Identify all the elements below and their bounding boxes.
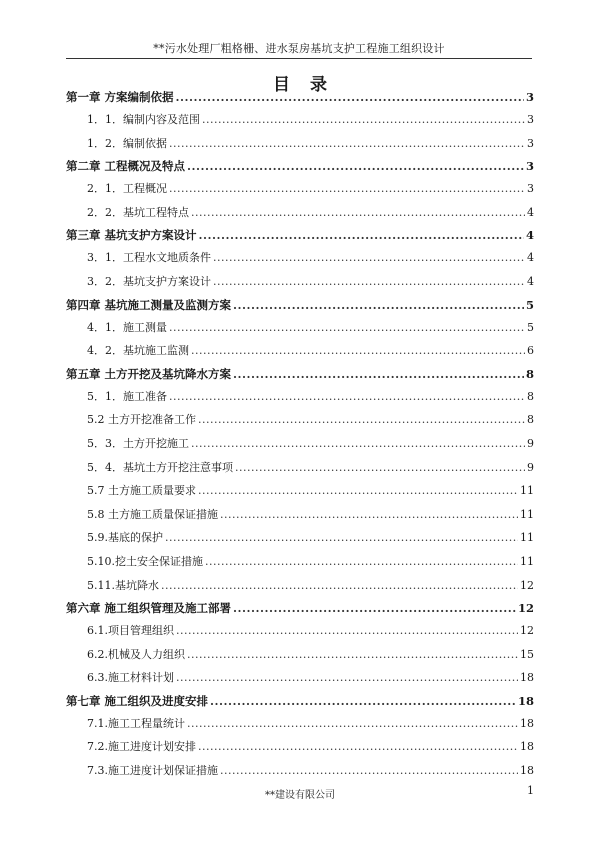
toc-entry-page: 4 xyxy=(525,228,534,243)
toc-chapter-entry[interactable] xyxy=(66,86,534,108)
toc-chapter-entry[interactable] xyxy=(66,294,534,316)
toc-entry-label: 5.8 土方施工质量保证措施 xyxy=(87,507,218,521)
toc-entry-page: 8 xyxy=(525,366,534,381)
toc-section-entry[interactable] xyxy=(66,246,534,270)
toc-entry-page: 12 xyxy=(517,601,534,616)
toc-entry-label: 第一章 方案编制依据 xyxy=(66,90,174,104)
dot-leader xyxy=(169,385,525,409)
toc-entry-page: 8 xyxy=(527,413,534,427)
toc-entry-page: 9 xyxy=(527,436,534,450)
toc-entry-label: 7.1.施工工程量统计 xyxy=(87,716,185,730)
toc-chapter-entry[interactable] xyxy=(66,597,534,619)
toc-section-entry[interactable] xyxy=(66,759,534,783)
toc-entry-label: 第六章 施工组织管理及施工部署 xyxy=(66,601,232,616)
toc-entry-page: 11 xyxy=(520,507,534,521)
toc-entry-label: 第七章 施工组织及进度安排 xyxy=(66,693,209,708)
toc-entry-page: 5 xyxy=(525,297,534,312)
dot-leader xyxy=(187,712,518,736)
toc-section-entry[interactable] xyxy=(66,432,534,456)
toc-section-entry[interactable] xyxy=(66,270,534,294)
toc-chapter-entry[interactable] xyxy=(66,155,534,177)
toc-entry-page: 18 xyxy=(520,740,534,754)
toc-entry-label: 6.3.施工材料计划 xyxy=(87,671,174,685)
toc-entry-label: 4．1．施工测量 xyxy=(87,320,167,334)
toc-entry-label: 6.1.项目管理组织 xyxy=(87,624,174,638)
toc-entry-page: 11 xyxy=(520,554,534,568)
toc-section-entry[interactable] xyxy=(66,479,534,503)
toc-section-entry[interactable] xyxy=(66,712,534,736)
dot-leader xyxy=(165,526,518,550)
dot-leader xyxy=(176,86,524,108)
toc-entry-label: 2．1．工程概况 xyxy=(87,182,167,196)
dot-leader xyxy=(210,690,516,712)
dot-leader xyxy=(202,108,525,132)
toc-chapter-entry[interactable] xyxy=(66,224,534,246)
dot-leader xyxy=(191,339,525,363)
toc-entry-label: 第三章 基坑支护方案设计 xyxy=(66,228,197,243)
header-rule xyxy=(66,58,532,59)
toc-entry-label: 5.11.基坑降水 xyxy=(87,578,159,592)
toc-entry-label: 3．1．工程水文地质条件 xyxy=(87,251,211,265)
toc-entry-page: 12 xyxy=(520,578,534,592)
toc-entry-label: 5．3．土方开挖施工 xyxy=(87,436,189,450)
toc-entry-page: 3 xyxy=(527,113,534,126)
toc-entry-page: 4 xyxy=(527,274,534,288)
dot-leader xyxy=(161,574,518,598)
toc-section-entry[interactable] xyxy=(66,132,534,156)
toc-section-entry[interactable] xyxy=(66,735,534,759)
toc-entry-page: 3 xyxy=(525,159,534,174)
toc-entry-page: 18 xyxy=(520,764,534,778)
dot-leader xyxy=(198,479,518,503)
dot-leader xyxy=(213,246,525,270)
toc-section-entry[interactable] xyxy=(66,503,534,527)
toc-entry-page: 3 xyxy=(527,182,534,196)
toc-section-entry[interactable] xyxy=(66,619,534,643)
toc-entry-label: 6.2.机械及人力组织 xyxy=(87,647,185,661)
dot-leader xyxy=(213,270,525,294)
toc-entry-page: 6 xyxy=(527,344,534,358)
toc-entry-label: 5.10.挖土安全保证措施 xyxy=(87,554,203,568)
toc-entry-label: 5.7 土方施工质量要求 xyxy=(87,484,196,498)
toc-entry-label: 4．2．基坑施工监测 xyxy=(87,344,189,358)
running-header: **污水处理厂粗格栅、进水泵房基坑支护工程施工组织设计 xyxy=(153,42,445,55)
dot-leader xyxy=(220,759,518,783)
footer-page-number: 1 xyxy=(527,784,534,797)
dot-leader xyxy=(169,316,525,340)
toc-chapter-entry[interactable] xyxy=(66,690,534,712)
toc-entry-label: 5．1．施工准备 xyxy=(87,389,167,403)
toc-entry-label: 第二章 工程概况及特点 xyxy=(66,159,186,174)
toc-section-entry[interactable] xyxy=(66,526,534,550)
dot-leader xyxy=(220,503,518,527)
dot-leader xyxy=(198,735,518,759)
toc-entry-label: 2．2．基坑工程特点 xyxy=(87,205,189,219)
toc-entry-label: 第五章 土方开挖及基坑降水方案 xyxy=(66,366,232,381)
footer-company: **建设有限公司 xyxy=(265,790,335,801)
dot-leader xyxy=(233,597,516,619)
dot-leader xyxy=(233,363,524,385)
dot-leader xyxy=(187,155,524,177)
toc-section-entry[interactable] xyxy=(66,643,534,667)
toc-entry-page: 18 xyxy=(520,671,534,685)
toc-entry-label: 1．2．编制依据 xyxy=(87,136,167,150)
toc-entry-label: 5.9.基底的保护 xyxy=(87,531,163,545)
toc-entry-page: 12 xyxy=(520,624,534,638)
dot-leader xyxy=(169,177,525,201)
toc-entry-label: 5.2 土方开挖准备工作 xyxy=(87,413,196,427)
toc-section-entry[interactable] xyxy=(66,408,534,432)
toc-entry-page: 3 xyxy=(527,136,534,150)
toc-entry-page: 11 xyxy=(520,531,534,545)
dot-leader xyxy=(176,666,518,690)
toc-section-entry[interactable] xyxy=(66,316,534,340)
toc-entry-page: 4 xyxy=(527,205,534,219)
toc-entry-label: 1．1．编制内容及范围 xyxy=(87,113,200,126)
toc-entry-label: 7.2.施工进度计划安排 xyxy=(87,740,196,754)
toc-section-entry[interactable] xyxy=(66,456,534,480)
dot-leader xyxy=(199,224,524,246)
dot-leader xyxy=(233,294,524,316)
dot-leader xyxy=(235,456,525,480)
dot-leader xyxy=(191,432,525,456)
toc-entry-label: 5．4．基坑土方开挖注意事项 xyxy=(87,460,233,474)
toc-entry-page: 18 xyxy=(520,716,534,730)
toc-entry-page: 4 xyxy=(527,251,534,265)
toc-entry-page: 15 xyxy=(520,647,534,661)
toc-section-entry[interactable] xyxy=(66,550,534,574)
toc-entry-page: 18 xyxy=(517,693,534,708)
toc-section-entry[interactable] xyxy=(66,108,534,132)
dot-leader xyxy=(169,132,525,156)
toc-entry-label: 第四章 基坑施工测量及监测方案 xyxy=(66,297,232,312)
toc-entry-label: 3．2．基坑支护方案设计 xyxy=(87,274,211,288)
toc-section-entry[interactable] xyxy=(66,201,534,225)
toc-entry-page: 9 xyxy=(527,460,534,474)
dot-leader xyxy=(187,643,518,667)
dot-leader xyxy=(191,201,525,225)
table-of-contents xyxy=(66,86,534,783)
toc-entry-page: 11 xyxy=(520,484,534,498)
toc-title: 目录 xyxy=(273,75,347,95)
toc-section-entry[interactable] xyxy=(66,385,534,409)
dot-leader xyxy=(176,619,518,643)
toc-chapter-entry[interactable] xyxy=(66,363,534,385)
dot-leader xyxy=(198,408,525,432)
toc-section-entry[interactable] xyxy=(66,666,534,690)
toc-entry-page: 8 xyxy=(527,389,534,403)
toc-section-entry[interactable] xyxy=(66,574,534,598)
dot-leader xyxy=(205,550,518,574)
toc-section-entry[interactable] xyxy=(66,339,534,363)
toc-section-entry[interactable] xyxy=(66,177,534,201)
toc-entry-page: 5 xyxy=(527,320,534,334)
toc-entry-page: 3 xyxy=(525,90,534,104)
toc-entry-label: 7.3.施工进度计划保证措施 xyxy=(87,764,218,778)
